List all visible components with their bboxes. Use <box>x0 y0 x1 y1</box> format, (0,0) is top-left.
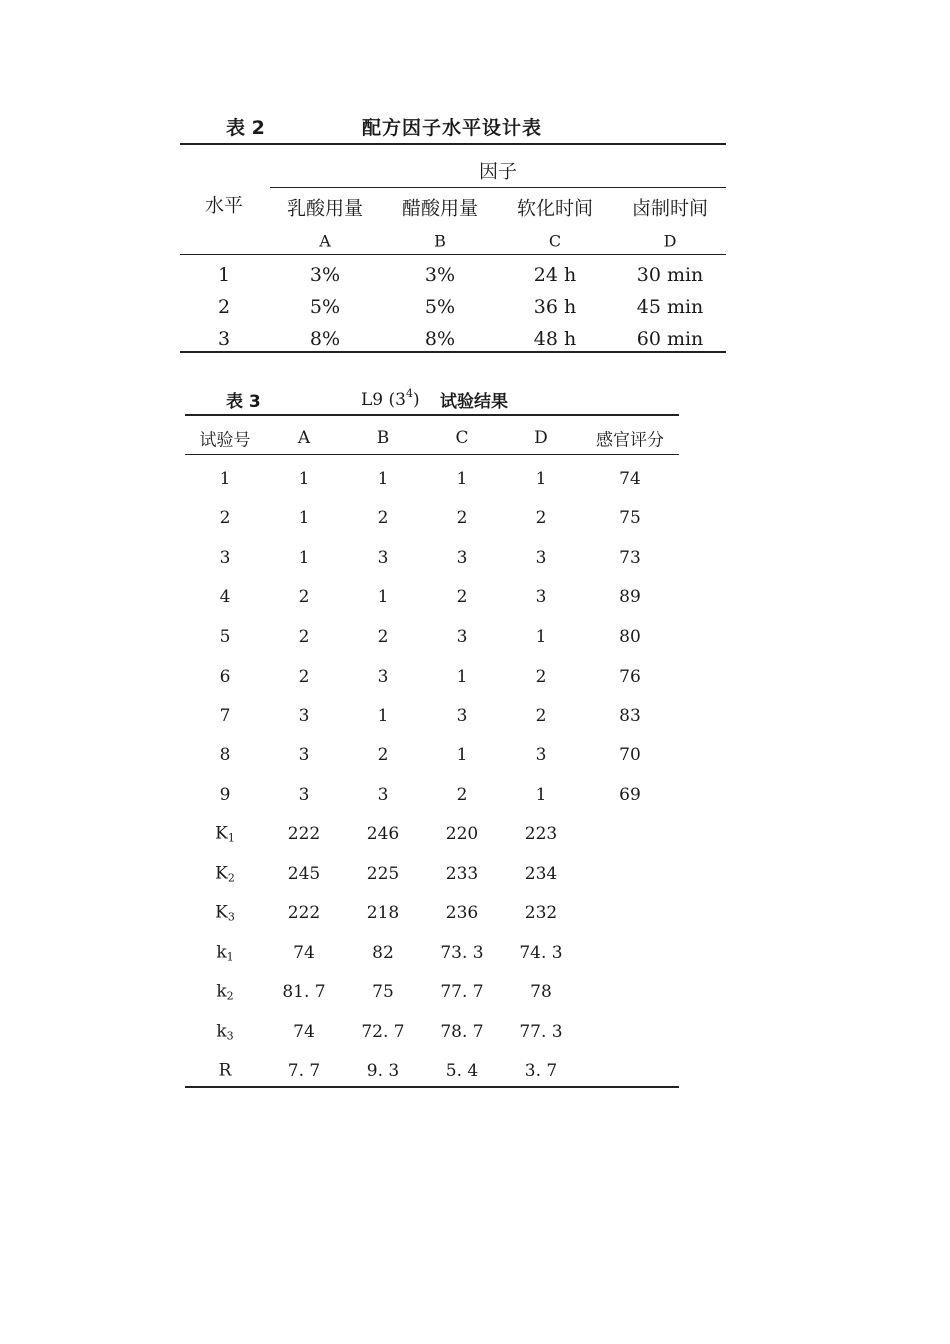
table3-cell: 1 <box>377 587 389 607</box>
table3-cell: 1 <box>298 469 310 489</box>
table3-cell: 3 <box>298 745 310 765</box>
table3-stat-cell: 77. 3 <box>519 1022 563 1042</box>
table3-cell: 2 <box>377 745 389 765</box>
table3-stat-cell: 82 <box>372 943 394 963</box>
table3-stat-cell: 74 <box>293 943 315 963</box>
table2-col-name: 醋酸用量 <box>401 197 479 220</box>
table3-stat-cell: 9. 3 <box>366 1061 400 1081</box>
table3-stat-cell: 77. 7 <box>440 982 484 1002</box>
table3-cell: 2 <box>535 706 547 726</box>
table3-cell: 3 <box>535 548 547 568</box>
stat-label-K1: $K_1$ <box>215 823 235 845</box>
table3-caption-design: L9 $(3^4)$ <box>361 387 420 410</box>
table3-cell: 73 <box>619 548 641 568</box>
table3-header-rule <box>185 454 679 455</box>
table3-cell: 80 <box>619 627 641 647</box>
table3-stat-cell: 236 <box>445 903 479 923</box>
table3-cell: 7 <box>219 706 231 726</box>
table3-cell: 2 <box>535 508 547 528</box>
table3-stat-cell: 222 <box>287 824 321 844</box>
table2-cell: 5% <box>424 296 456 318</box>
table3-stat-cell: 232 <box>524 903 558 923</box>
table3-cell: 3 <box>456 548 468 568</box>
table3-cell: 2 <box>298 667 310 687</box>
table2-cell: 60 min <box>636 328 704 350</box>
table3-cell: 1 <box>377 469 389 489</box>
table2-caption-number: 表 2 <box>226 117 265 139</box>
table2-cell: 8% <box>309 328 341 350</box>
table3-stat-cell: 74 <box>293 1022 315 1042</box>
stat-label-K2: $K_2$ <box>215 863 235 885</box>
table3-stat-cell: 7. 7 <box>287 1061 321 1081</box>
table3-cell: 3 <box>377 548 389 568</box>
table3-stat-cell: 78 <box>530 982 552 1002</box>
table3-cell: 83 <box>619 706 641 726</box>
table3-cell: 5 <box>219 627 231 647</box>
table3-stat-cell: 5. 4 <box>445 1061 479 1081</box>
table2-level: 3 <box>217 328 231 350</box>
table3-cell: 1 <box>456 469 468 489</box>
table2-caption-title: 配方因子水平设计表 <box>362 117 543 139</box>
table3-cell: 3 <box>535 587 547 607</box>
table3-cell: 1 <box>456 745 468 765</box>
table3-cell: 2 <box>456 785 468 805</box>
table3-cell: 3 <box>456 627 468 647</box>
table3-header: D <box>534 428 548 448</box>
table3-header: A <box>297 428 311 448</box>
table3-cell: 2 <box>298 587 310 607</box>
table2-col-code: A <box>319 231 331 251</box>
table3-stat-cell: 245 <box>287 864 321 884</box>
table3-stat-cell: 222 <box>287 903 321 923</box>
table3-cell: 2 <box>535 667 547 687</box>
table3-stat-cell: 234 <box>524 864 558 884</box>
table2-row-header: 水平 <box>204 194 244 217</box>
table2-cell: 48 h <box>533 328 577 350</box>
stat-label-K3: $K_3$ <box>215 902 235 924</box>
table2-group-header: 因子 <box>478 160 518 183</box>
table3-stat-cell: 3. 7 <box>524 1061 558 1081</box>
table3-stat-cell: 78. 7 <box>440 1022 484 1042</box>
table3-cell: 4 <box>219 587 231 607</box>
table3-header: 感官评分 <box>596 430 664 451</box>
stat-label-k2: $k_2$ <box>216 981 234 1003</box>
table3-cell: 70 <box>619 745 641 765</box>
table3-stat-cell: 220 <box>445 824 479 844</box>
table3-stat-cell: 81. 7 <box>282 982 326 1002</box>
table2-header-rule <box>180 254 726 255</box>
table2-top-rule <box>180 143 726 145</box>
table3-cell: 3 <box>298 706 310 726</box>
stat-label-k3: $k_3$ <box>216 1021 234 1043</box>
table2-cell: 3% <box>424 264 456 286</box>
table3-stat-cell: 246 <box>366 824 400 844</box>
table3-caption-number: 表 3 <box>226 392 261 412</box>
table2-cell: 45 min <box>636 296 704 318</box>
table3-cell: 1 <box>535 785 547 805</box>
table3-cell: 1 <box>298 508 310 528</box>
table3-cell: 2 <box>456 587 468 607</box>
table2-bottom-rule <box>180 351 726 353</box>
table3-cell: 69 <box>619 785 641 805</box>
table3-stat-cell: 72. 7 <box>361 1022 405 1042</box>
table3-cell: 2 <box>456 508 468 528</box>
table3-header: 试验号 <box>199 430 251 451</box>
table2-col-name: 卤制时间 <box>631 197 709 220</box>
table2-level: 2 <box>217 296 231 318</box>
table3-cell: 2 <box>377 508 389 528</box>
table3-cell: 89 <box>619 587 641 607</box>
table3-cell: 1 <box>219 469 231 489</box>
table2-level: 1 <box>217 264 231 286</box>
table3-cell: 1 <box>535 627 547 647</box>
table3-header: B <box>376 428 390 448</box>
table3-cell: 3 <box>298 785 310 805</box>
table2-col-name: 软化时间 <box>516 197 594 220</box>
table3-stat-cell: 74. 3 <box>519 943 563 963</box>
table3-cell: 3 <box>377 667 389 687</box>
table2-cell: 36 h <box>533 296 577 318</box>
table3-cell: 2 <box>219 508 231 528</box>
table2-cell: 24 h <box>533 264 577 286</box>
table3-cell: 1 <box>298 548 310 568</box>
table3-cell: 2 <box>298 627 310 647</box>
table3-stat-cell: 73. 3 <box>440 943 484 963</box>
table3-stat-cell: 225 <box>366 864 400 884</box>
stat-label-k1: $k_1$ <box>216 942 234 964</box>
table3-cell: 3 <box>535 745 547 765</box>
table3-cell: 6 <box>219 667 231 687</box>
table2-col-name: 乳酸用量 <box>286 197 364 220</box>
table2-col-code: C <box>548 231 562 251</box>
table3-stat-cell: 218 <box>366 903 400 923</box>
table3-stat-cell: 233 <box>445 864 479 884</box>
table3-cell: 8 <box>219 745 231 765</box>
table3-cell: 3 <box>219 548 231 568</box>
table2-cell: 8% <box>424 328 456 350</box>
table3-cell: 1 <box>456 667 468 687</box>
table3-cell: 2 <box>377 627 389 647</box>
table2-group-rule <box>270 187 726 188</box>
table3-cell: 1 <box>377 706 389 726</box>
table3-cell: 9 <box>219 785 231 805</box>
table3-header: C <box>455 428 469 448</box>
table3-cell: 75 <box>619 508 641 528</box>
table2-cell: 5% <box>309 296 341 318</box>
table2-col-code: B <box>434 231 446 251</box>
table3-caption-title: 试验结果 <box>440 392 508 412</box>
table3-cell: 3 <box>456 706 468 726</box>
table3-top-rule <box>185 414 679 416</box>
table3-cell: 1 <box>535 469 547 489</box>
table2-cell: 30 min <box>636 264 704 286</box>
table3-stat-cell: 223 <box>524 824 558 844</box>
table3-stat-cell: 75 <box>372 982 394 1002</box>
stat-label-R: R <box>218 1060 232 1081</box>
table3-cell: 3 <box>377 785 389 805</box>
table3-bottom-rule <box>185 1086 679 1088</box>
table2-col-code: D <box>663 231 677 251</box>
table2-cell: 3% <box>309 264 341 286</box>
table3-cell: 76 <box>619 667 641 687</box>
table3-cell: 74 <box>619 469 641 489</box>
